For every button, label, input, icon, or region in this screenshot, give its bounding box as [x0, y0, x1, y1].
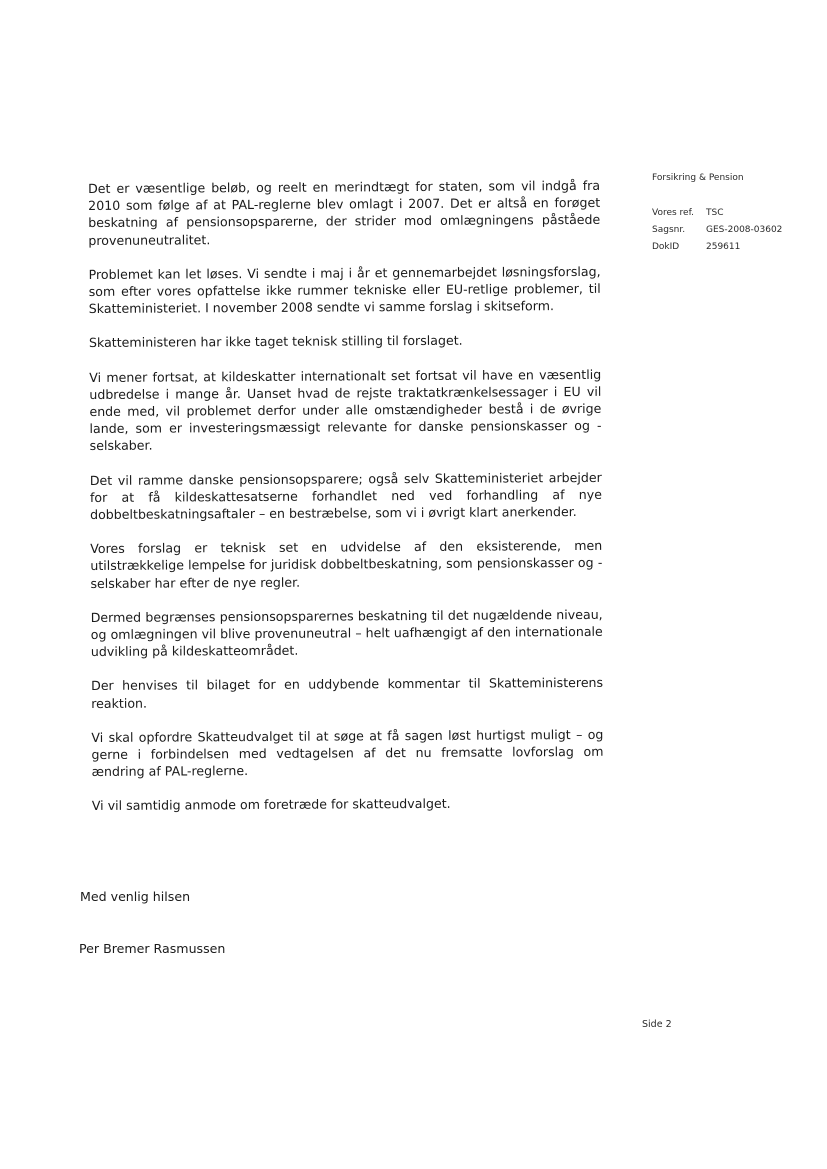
- document-id-value: 259611: [706, 242, 741, 252]
- paragraph-8: Der henvises til bilaget for en uddybende kommentar til Skatteministerens reaktion.: [91, 675, 604, 711]
- signature-name: Per Bremer Rasmussen: [79, 941, 226, 956]
- case-number-label: Sagsnr.: [652, 225, 686, 235]
- paragraph-2: Problemet kan let løses. Vi sendte i maj i år et gennemarbejdet løsningsforslag, som efter vores opfattelse ikke rummer tekniske eller EU-retlige problemer, til Skatteministeriet. I november 2008 sendte vi samme forslag i skitseform.: [88, 263, 601, 317]
- reference-value: TSC: [706, 208, 724, 218]
- document-id-row: [652, 239, 822, 256]
- paragraph-5: Det vil ramme danske pensionsopsparere; også selv Skatteministeriet arbejder for at få kildeskattesatserne forhandlet ned ved forhandling af nye dobbeltbeskatningsaftaler – en bestræbelse, som vi i øvrigt klart anerkender.: [89, 469, 602, 523]
- letter-body: [88, 177, 604, 832]
- paragraph-6: Vores forslag er teknisk set en udvidelse af den eksisterende, men utilstrækkelige lempelse for juridisk dobbeltbeskatning, som pensionskasser og -selskaber har efter de nye regler.: [90, 538, 603, 591]
- case-number-row: [652, 222, 822, 239]
- organization-name: Forsikring & Pension: [652, 173, 744, 183]
- paragraph-4: Vi mener fortsat, at kildeskatter internationalt set fortsat vil have en væsentlig udbredelse i mange år. Uanset hvad de rejste traktatkrænkelsessager i EU vil ende med, vil problemet derfor under alle omstændigheder bestå i de øvrige lande, som er investeringsmæssigt relevante for danske pensionskasser og -selskaber.: [89, 366, 602, 454]
- paragraph-7: Dermed begrænses pensionsopsparernes beskatning til det nugældende niveau, og omlægningen vil blive provenuneutral – helt uafhængigt af den internationale udvikling på kildeskatteområdet.: [90, 606, 603, 660]
- paragraph-9: Vi skal opfordre Skatteudvalget til at søge at få sagen løst hurtigst muligt – og gerne i forbindelsen med vedtagelsen af det nu fremsatte lovforslag om ændring af PAL-reglerne.: [91, 726, 604, 780]
- paragraph-10: Vi vil samtidig anmode om foretræde for skatteudvalget.: [91, 796, 451, 814]
- page-number: Side 2: [642, 1019, 672, 1030]
- paragraph-3: Skatteministeren har ikke taget teknisk stilling til forslaget.: [88, 333, 463, 351]
- document-id-label: DokID: [652, 242, 680, 252]
- reference-sidebar: [652, 170, 822, 256]
- reference-label: Vores ref.: [652, 208, 694, 218]
- case-number-value: GES-2008-03602: [706, 225, 783, 235]
- closing-salutation: Med venlig hilsen: [80, 889, 191, 904]
- reference-row: [652, 205, 822, 222]
- paragraph-1: Det er væsentlige beløb, og reelt en merindtægt for staten, som vil indgå fra 2010 som følge af at PAL-reglerne blev omlagt i 2007. Det er altså en forøget beskatning af pensionsopsparerne, der strider mod omlægningens påståede provenuneutralitet.: [88, 177, 601, 248]
